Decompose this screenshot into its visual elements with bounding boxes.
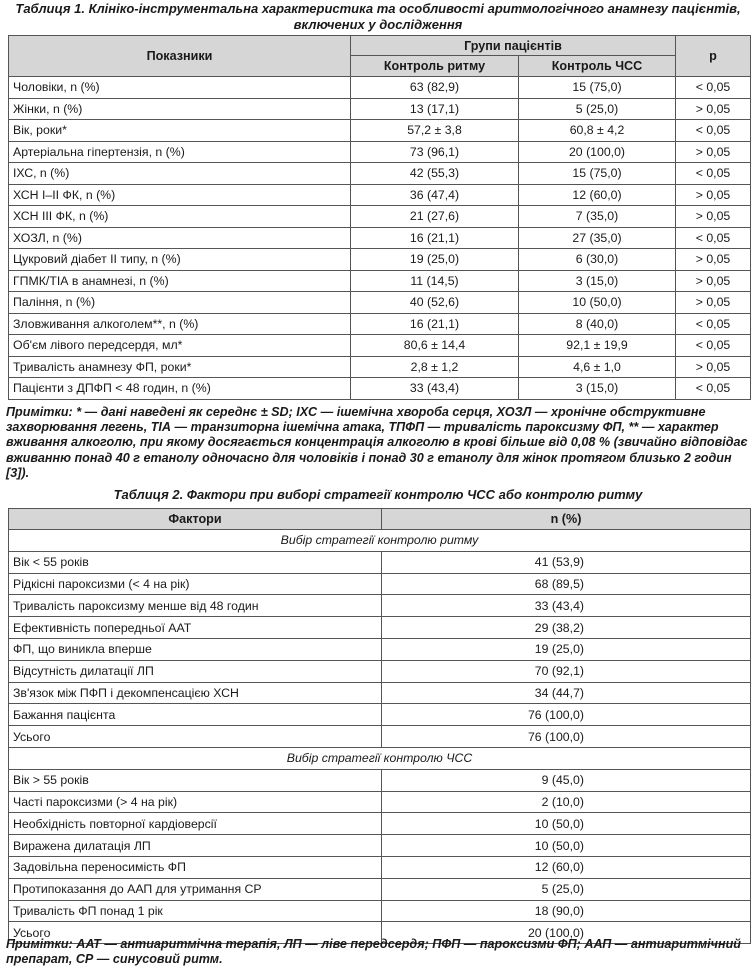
table-row [9,335,751,357]
factor-label: Часті пароксизми (> 4 на рік) [9,791,382,813]
table1-caption: Таблиця 1. Клініко-інструментальна характеристика та особливості аритмологічного анамнезу пацієнтів, включених у дослідження [15,1,741,32]
rate-value: 15 (75,0) [519,163,676,185]
table-row [9,206,751,228]
header-rhythm-control: Контроль ритму [351,56,519,77]
table2-note: Примітки: ААТ — антиаритмічна терапія, ЛП — ліве передсердя; ПФП — пароксизми ФП; ААП — антиаритмічний препарат, СР — синусовий ритм. [6,937,741,967]
table-row [9,704,751,726]
row-label: Тривалість анамнезу ФП, роки* [9,356,351,378]
table-row [9,769,751,791]
factor-label: Ефективність попередньої ААТ [9,617,382,639]
rate-value: 27 (35,0) [519,227,676,249]
row-label: Артеріальна гіпертензія, n (%) [9,141,351,163]
table-row [9,638,751,660]
p-value: > 0,05 [676,292,751,314]
row-label: Чоловіки, n (%) [9,77,351,99]
rate-value: 10 (50,0) [519,292,676,314]
rhythm-value: 80,6 ± 14,4 [351,335,519,357]
table-row [9,573,751,595]
factor-label: Задовільна переносимість ФП [9,856,382,878]
table-row [9,356,751,378]
rhythm-value: 57,2 ± 3,8 [351,120,519,142]
p-value: > 0,05 [676,141,751,163]
table-row [9,726,751,748]
row-label: Паління, n (%) [9,292,351,314]
factor-label: Рідкісні пароксизми (< 4 на рік) [9,573,382,595]
table-row [9,791,751,813]
factor-label: ФП, що виникла вперше [9,638,382,660]
row-label: Об'єм лівого передсердя, мл* [9,335,351,357]
table-row [9,163,751,185]
rate-value: 15 (75,0) [519,77,676,99]
section-label: Вибір стратегії контролю ЧСС [9,747,751,769]
factor-value: 10 (50,0) [382,813,751,835]
table-row [9,227,751,249]
table-row [9,682,751,704]
factor-value: 33 (43,4) [382,595,751,617]
factor-value: 34 (44,7) [382,682,751,704]
rate-value: 3 (15,0) [519,378,676,400]
p-value: < 0,05 [676,378,751,400]
p-value: > 0,05 [676,98,751,120]
factor-value: 68 (89,5) [382,573,751,595]
p-value: > 0,05 [676,184,751,206]
p-value: > 0,05 [676,356,751,378]
p-value: < 0,05 [676,313,751,335]
factor-value: 5 (25,0) [382,878,751,900]
row-label: ХОЗЛ, n (%) [9,227,351,249]
rate-value: 4,6 ± 1,0 [519,356,676,378]
rhythm-value: 63 (82,9) [351,77,519,99]
row-label: Пацієнти з ДПФП < 48 годин, n (%) [9,378,351,400]
row-label: Жінки, n (%) [9,98,351,120]
table-row [9,98,751,120]
rhythm-value: 16 (21,1) [351,227,519,249]
table-row [9,551,751,573]
table-row [9,660,751,682]
p-value: > 0,05 [676,206,751,228]
section-rhythm-control [9,530,751,552]
factor-label: Необхідність повторної кардіоверсії [9,813,382,835]
rate-value: 7 (35,0) [519,206,676,228]
table-row [9,856,751,878]
header-n-percent: n (%) [382,509,751,530]
row-label: ХСН І–ІІ ФК, n (%) [9,184,351,206]
p-value: < 0,05 [676,163,751,185]
rhythm-value: 36 (47,4) [351,184,519,206]
header-patient-groups: Групи пацієнтів [351,36,676,56]
rhythm-value: 2,8 ± 1,2 [351,356,519,378]
factor-label: Тривалість ФП понад 1 рік [9,900,382,922]
table-row [9,835,751,857]
factor-label: Виражена дилатація ЛП [9,835,382,857]
header-indicators: Показники [9,36,351,77]
factor-value: 2 (10,0) [382,791,751,813]
rhythm-value: 11 (14,5) [351,270,519,292]
table-row [9,878,751,900]
rate-value: 92,1 ± 19,9 [519,335,676,357]
table-row [9,120,751,142]
table-row [9,595,751,617]
table-row [9,270,751,292]
factor-value: 9 (45,0) [382,769,751,791]
factor-value: 19 (25,0) [382,638,751,660]
p-value: < 0,05 [676,227,751,249]
table-row [9,292,751,314]
table-row [9,249,751,271]
p-value: < 0,05 [676,120,751,142]
header-factors: Фактори [9,509,382,530]
header-p: p [676,36,751,77]
factor-label: Вік > 55 років [9,769,382,791]
table-row [9,313,751,335]
rhythm-value: 40 (52,6) [351,292,519,314]
factor-value: 41 (53,9) [382,551,751,573]
factor-label: Протипоказання до ААП для утримання СР [9,878,382,900]
row-label: ГПМК/ТІА в анамнезі, n (%) [9,270,351,292]
factor-label: Бажання пацієнта [9,704,382,726]
factor-value: 20 (100,0) [382,922,751,944]
table-row [9,378,751,400]
p-value: > 0,05 [676,270,751,292]
factor-label: Усього [9,922,382,944]
rhythm-value: 19 (25,0) [351,249,519,271]
rhythm-value: 73 (96,1) [351,141,519,163]
factor-value: 70 (92,1) [382,660,751,682]
factor-label: Усього [9,726,382,748]
factor-label: Відсутність дилатації ЛП [9,660,382,682]
table1-body [9,77,751,400]
rate-value: 20 (100,0) [519,141,676,163]
factor-value: 76 (100,0) [382,726,751,748]
rate-value: 60,8 ± 4,2 [519,120,676,142]
table-row [9,900,751,922]
table-row [9,141,751,163]
factor-value: 10 (50,0) [382,835,751,857]
p-value: < 0,05 [676,335,751,357]
rhythm-value: 42 (55,3) [351,163,519,185]
rate-value: 5 (25,0) [519,98,676,120]
rhythm-value: 21 (27,6) [351,206,519,228]
factor-label: Зв'язок між ПФП і декомпенсацією ХСН [9,682,382,704]
factor-value: 29 (38,2) [382,617,751,639]
section-label: Вибір стратегії контролю ритму [9,530,751,552]
table-row [9,77,751,99]
table-row [9,813,751,835]
table-row [9,617,751,639]
rhythm-value: 33 (43,4) [351,378,519,400]
p-value: < 0,05 [676,77,751,99]
row-label: Вік, роки* [9,120,351,142]
table2 [8,508,751,944]
table2-caption: Таблиця 2. Фактори при виборі стратегії контролю ЧСС або контролю ритму [113,487,643,502]
row-label: ХСН ІІІ ФК, n (%) [9,206,351,228]
p-value: > 0,05 [676,249,751,271]
factor-label: Вік < 55 років [9,551,382,573]
rate-value: 8 (40,0) [519,313,676,335]
table1-note: Примітки: * — дані наведені як середнє ± SD; ІХС — ішемічна хвороба серця, ХОЗЛ — хронічне обструктивне захворювання легень, ТІА — транзиторна ішемічна атака, ТПФП — тривалість пароксизму ФП, ** — характер вживання алкоголю, при якому досягається концентрація алкоголю в крові більше від 0,08 % (звичайно відповідає вживанню понад 40 г етанолу одночасно для чоловіків і понад 30 г етанолу для жінок протягом близько 2 годин [3]). [6,405,748,480]
factor-value: 18 (90,0) [382,900,751,922]
row-label: Цукровий діабет ІІ типу, n (%) [9,249,351,271]
rate-value: 12 (60,0) [519,184,676,206]
table2-body [9,530,751,944]
factor-label: Тривалість пароксизму менше від 48 годин [9,595,382,617]
rate-value: 3 (15,0) [519,270,676,292]
rhythm-value: 16 (21,1) [351,313,519,335]
table1 [8,35,751,400]
row-label: Зловживання алкоголем**, n (%) [9,313,351,335]
table-row [9,184,751,206]
factor-value: 12 (60,0) [382,856,751,878]
header-rate-control: Контроль ЧСС [519,56,676,77]
row-label: ІХС, n (%) [9,163,351,185]
rhythm-value: 13 (17,1) [351,98,519,120]
rate-value: 6 (30,0) [519,249,676,271]
factor-value: 76 (100,0) [382,704,751,726]
section-rate-control [9,747,751,769]
